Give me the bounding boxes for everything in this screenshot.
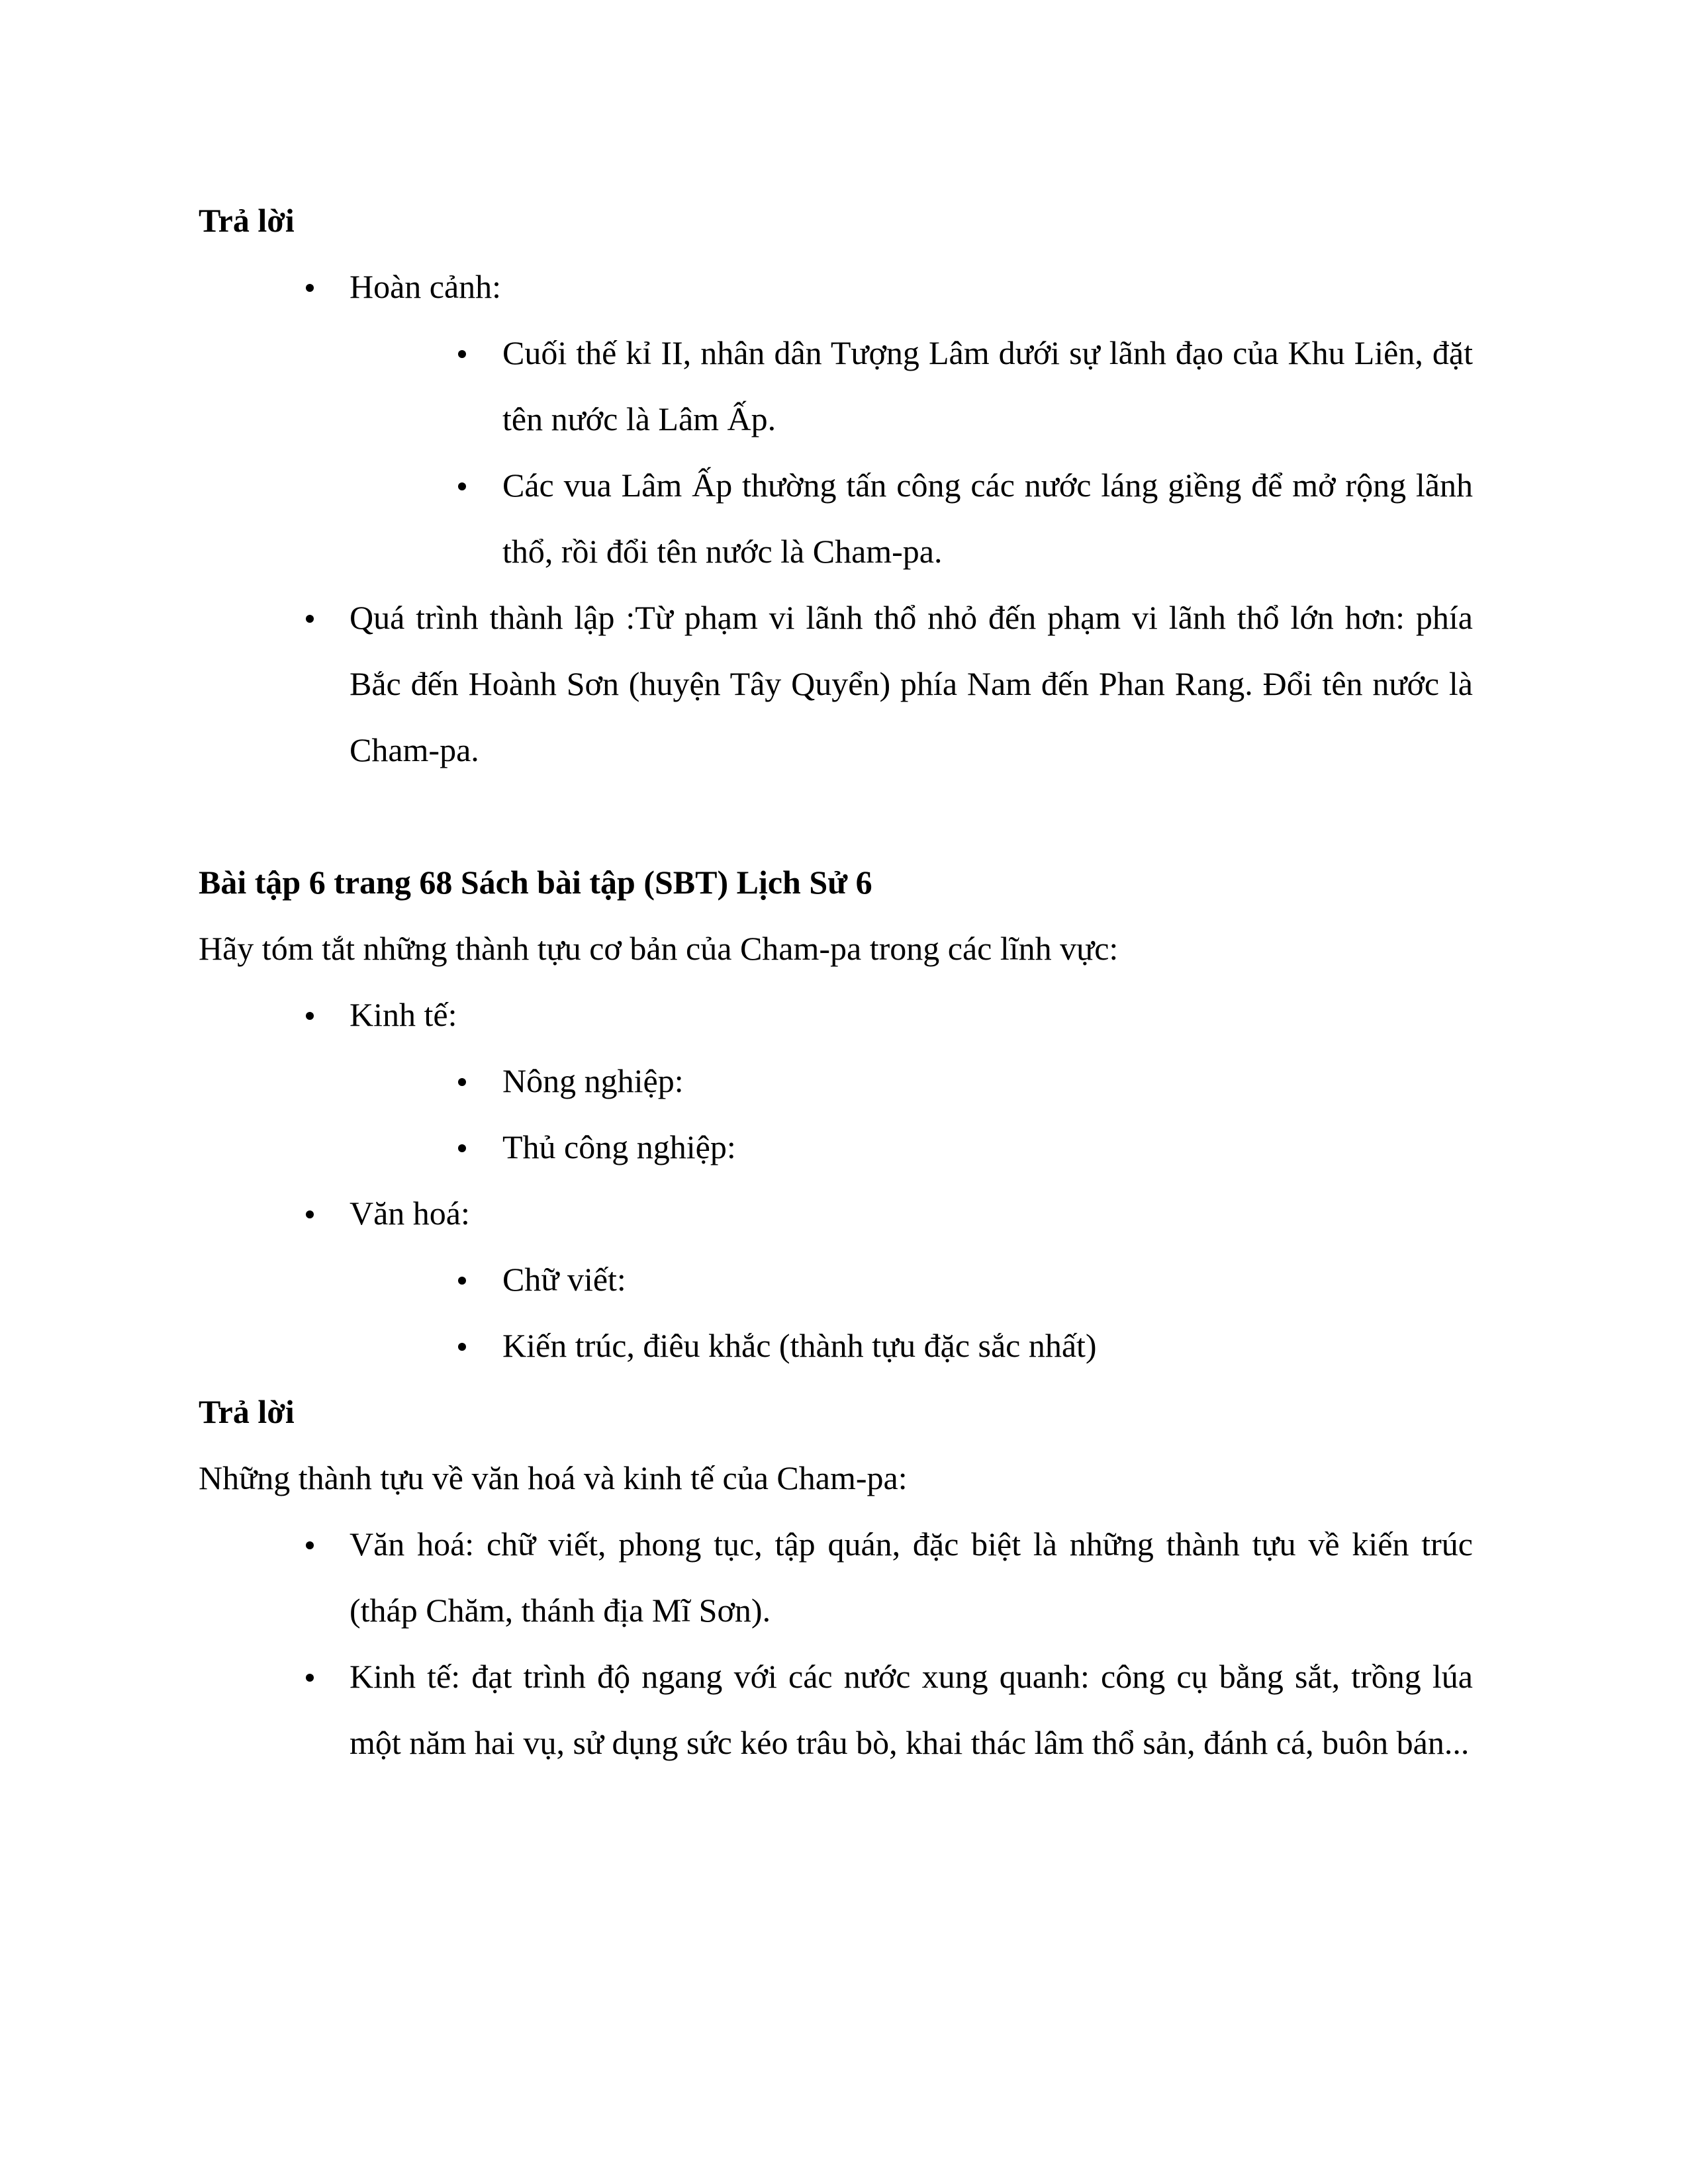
list-item-text: Văn hoá: bbox=[350, 1195, 470, 1232]
list-item bbox=[199, 1643, 1473, 1776]
list-item bbox=[199, 452, 1473, 584]
list-item-text: Nông nghiệp: bbox=[502, 1062, 684, 1099]
answer-intro: Những thành tựu về văn hoá và kinh tế của Cham-pa: bbox=[199, 1459, 908, 1496]
bullet-icon bbox=[455, 452, 469, 518]
list-item bbox=[199, 1511, 1473, 1643]
list-item-text: Kiến trúc, điêu khắc (thành tựu đặc sắc nhất) bbox=[502, 1327, 1097, 1364]
list-item bbox=[199, 1246, 1473, 1312]
bullet-icon bbox=[303, 981, 316, 1048]
list-item bbox=[199, 1114, 1473, 1180]
answer-heading: Trả lời bbox=[199, 1393, 295, 1430]
bullet-icon bbox=[303, 253, 316, 320]
list-item-text: Thủ công nghiệp: bbox=[502, 1128, 736, 1165]
bullet-icon bbox=[455, 1246, 469, 1312]
bullet-icon bbox=[455, 1048, 469, 1114]
list-item-text: Kinh tế: đạt trình độ ngang với các nước xung quanh: công cụ bằng sắt, trồng lúa một năm hai vụ, sử dụng sức kéo trâu bò, khai thác lâm thổ sản, đánh cá, buôn bán... bbox=[350, 1658, 1473, 1761]
list-item-text: Hoàn cảnh: bbox=[350, 268, 502, 305]
exercise-title: Bài tập 6 trang 68 Sách bài tập (SBT) Lịch Sử 6 bbox=[199, 864, 872, 901]
bullet-icon bbox=[455, 1312, 469, 1379]
sub-bullet-list bbox=[199, 1048, 1473, 1180]
sub-bullet-list bbox=[199, 320, 1473, 584]
list-item bbox=[199, 584, 1473, 783]
list-item bbox=[199, 1312, 1473, 1379]
list-item bbox=[199, 253, 1473, 584]
answer-list bbox=[199, 1511, 1473, 1776]
bullet-icon bbox=[455, 1114, 469, 1180]
list-item-text: Văn hoá: chữ viết, phong tục, tập quán, đặc biệt là những thành tựu về kiến trúc (tháp Chăm, thánh địa Mĩ Sơn). bbox=[350, 1525, 1473, 1629]
list-item bbox=[199, 981, 1473, 1180]
sub-bullet-list bbox=[199, 1246, 1473, 1379]
exercise-section bbox=[199, 849, 1473, 1776]
list-item bbox=[199, 1180, 1473, 1379]
list-item-text: Cuối thế kỉ II, nhân dân Tượng Lâm dưới sự lãnh đạo của Khu Liên, đặt tên nước là Lâm Ấp. bbox=[502, 334, 1473, 437]
list-item bbox=[199, 320, 1473, 452]
list-item-text: Quá trình thành lập :Từ phạm vi lãnh thổ nhỏ đến phạm vi lãnh thổ lớn hơn: phía Bắc đến Hoành Sơn (huyện Tây Quyển) phía Nam đến Phan Rang. Đổi tên nước là Cham-pa. bbox=[350, 599, 1473, 768]
bullet-icon bbox=[455, 320, 469, 386]
bullet-list bbox=[199, 253, 1473, 783]
bullet-icon bbox=[303, 584, 316, 651]
question-list bbox=[199, 981, 1473, 1379]
list-item-text: Chữ viết: bbox=[502, 1261, 626, 1298]
question-intro: Hãy tóm tắt những thành tựu cơ bản của Cham-pa trong các lĩnh vực: bbox=[199, 930, 1119, 967]
bullet-icon bbox=[303, 1643, 316, 1709]
bullet-icon bbox=[303, 1180, 316, 1246]
list-item bbox=[199, 1048, 1473, 1114]
list-item-text: Các vua Lâm Ấp thường tấn công các nước láng giềng để mở rộng lãnh thổ, rồi đổi tên nước là Cham-pa. bbox=[502, 467, 1473, 570]
answer-heading: Trả lời bbox=[199, 202, 295, 239]
list-item-text: Kinh tế: bbox=[350, 996, 457, 1033]
bullet-icon bbox=[303, 1511, 316, 1577]
answer-section-1 bbox=[199, 187, 1473, 783]
